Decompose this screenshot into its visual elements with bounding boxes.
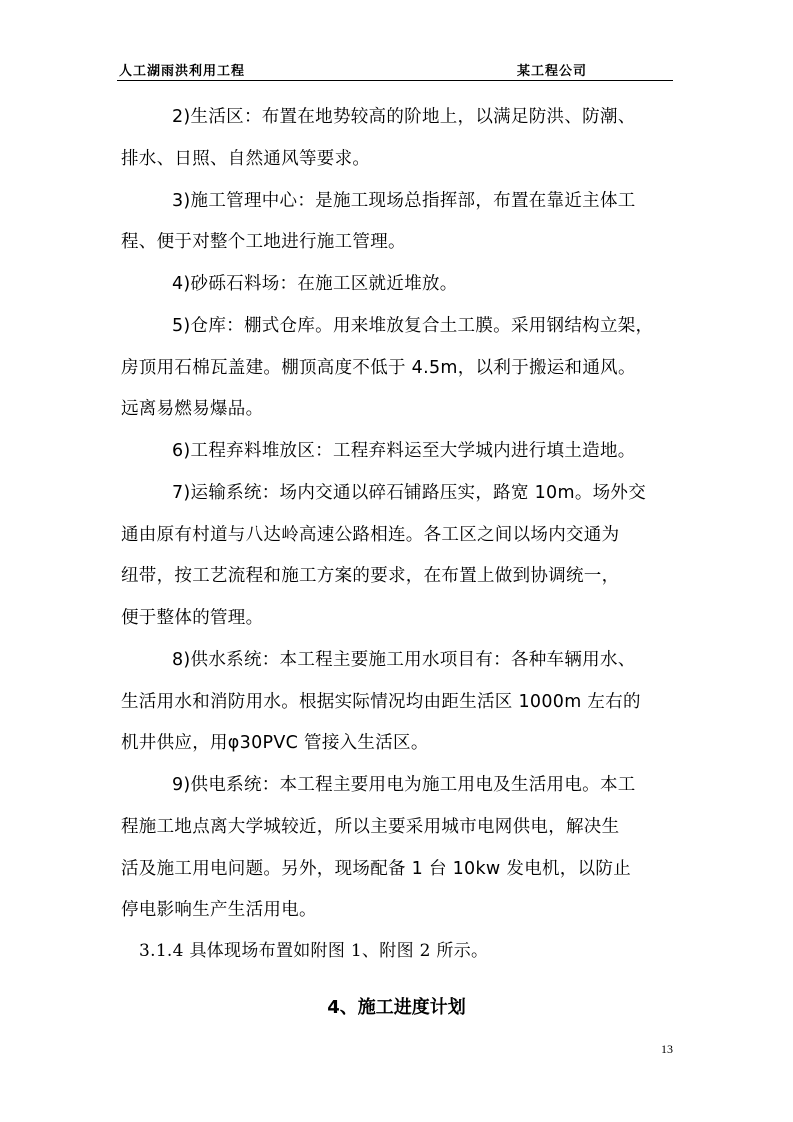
section-note: 3.1.4 具体现场布置如附图 1、附图 2 所示。 (139, 941, 489, 961)
paragraph-line: 活及施工用电问题。另外，现场配备 1 台 10kw 发电机，以防止 (121, 858, 631, 879)
paragraph-line: 4)砂砾石料场：在施工区就近堆放。 (172, 274, 458, 294)
paragraph-line: 便于整体的管理。 (121, 608, 264, 628)
header-company-name: 某工程公司 (517, 64, 588, 79)
paragraph-line: 机井供应，用φ30PVC 管接入生活区。 (121, 733, 429, 754)
paragraph-line: 远离易燃易爆品。 (121, 399, 264, 420)
paragraph-line: 纽带，按工艺流程和施工方案的要求，在布置上做到协调统一， (121, 566, 620, 587)
paragraph-line: 8)供水系统：本工程主要施工用水项目有：各种车辆用水、 (172, 649, 636, 670)
paragraph-line: 2)生活区：布置在地势较高的阶地上，以满足防洪、防潮、 (172, 107, 636, 127)
paragraph-line: 停电影响生产生活用电。 (121, 900, 317, 921)
paragraph-line: 3)施工管理中心：是施工现场总指挥部，布置在靠近主体工 (172, 190, 636, 211)
section-heading: 4、施工进度计划 (327, 997, 466, 1018)
paragraph-line: 生活用水和消防用水。根据实际情况均由距生活区 1000m 左右的 (121, 691, 641, 712)
header-project-title: 人工湖雨洪利用工程 (119, 64, 246, 79)
paragraph-line: 排水、日照、自然通风等要求。 (121, 148, 371, 169)
paragraph-line: 通由原有村道与八达岭高速公路相连。各工区之间以场内交通为 (121, 524, 620, 545)
page-number: 13 (661, 1042, 673, 1056)
paragraph-line: 9)供电系统：本工程主要用电为施工用电及生活用电。本工 (172, 775, 636, 795)
paragraph-line: 7)运输系统：场内交通以碎石铺路压实，路宽 10m。场外交 (172, 482, 647, 503)
paragraph-line: 程、便于对整个工地进行施工管理。 (121, 232, 406, 253)
paragraph-line: 房顶用石棉瓦盖建。棚顶高度不低于 4.5m，以利于搬运和通风。 (121, 357, 636, 378)
paragraph-line: 程施工地点离大学城较近，所以主要采用城市电网供电，解决生 (121, 816, 620, 837)
header-rule (117, 80, 673, 81)
paragraph-line: 6)工程弃料堆放区：工程弃料运至大学城内进行填土造地。 (172, 441, 636, 461)
paragraph-line: 5)仓库：棚式仓库。用来堆放复合土工膜。采用钢结构立架， (172, 315, 654, 336)
